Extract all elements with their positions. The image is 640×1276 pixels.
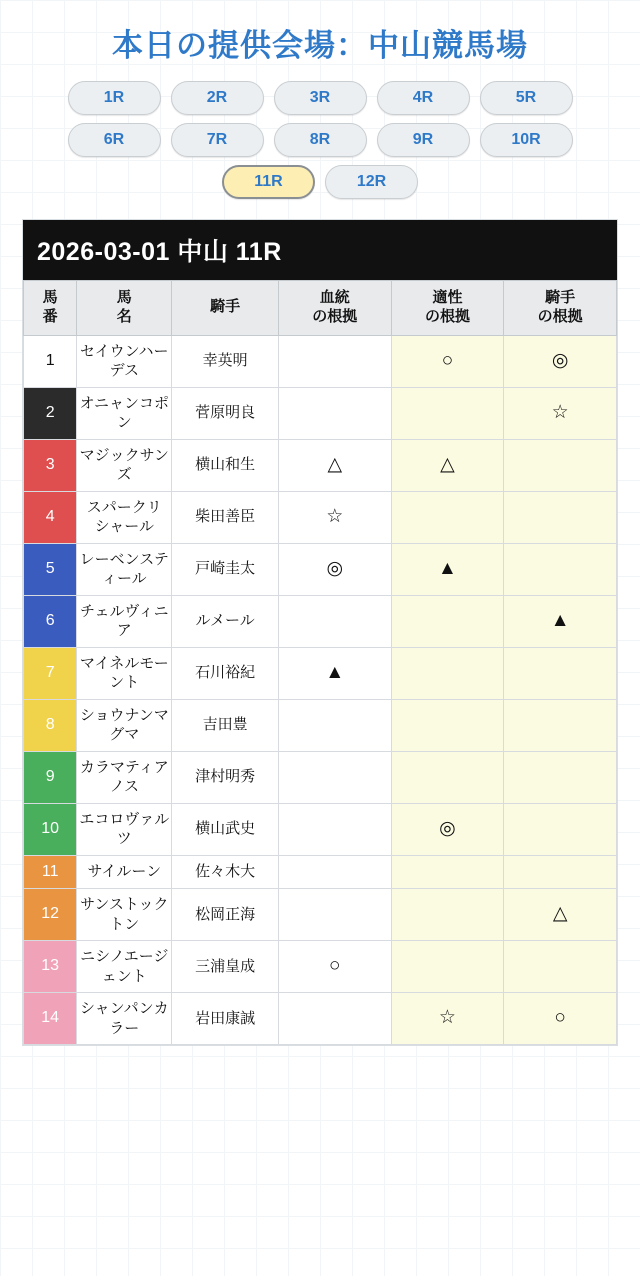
aptitude-mark: △ (391, 439, 504, 491)
pedigree-mark: ☆ (278, 491, 391, 543)
jockey-mark (504, 439, 617, 491)
column-header-5: 騎手 の根拠 (504, 281, 617, 336)
race-tab-7r[interactable]: 7R (171, 123, 264, 157)
column-header-1: 馬 名 (77, 281, 172, 336)
race-tab-12r[interactable]: 12R (325, 165, 418, 199)
horse-name: マジックサンズ (77, 439, 172, 491)
jockey-name: 幸英明 (172, 335, 279, 387)
jockey-name: 菅原明良 (172, 387, 279, 439)
jockey-mark (504, 751, 617, 803)
horse-number: 7 (24, 647, 77, 699)
table-row[interactable] (24, 699, 617, 751)
aptitude-mark (391, 941, 504, 993)
horse-number: 5 (24, 543, 77, 595)
horse-name: サンストックトン (77, 889, 172, 941)
aptitude-mark (391, 647, 504, 699)
horse-name: シャンパンカラー (77, 993, 172, 1045)
horse-number: 6 (24, 595, 77, 647)
jockey-name: 松岡正海 (172, 889, 279, 941)
table-row[interactable] (24, 491, 617, 543)
aptitude-mark (391, 889, 504, 941)
table-row[interactable] (24, 543, 617, 595)
jockey-mark (504, 491, 617, 543)
pedigree-mark (278, 387, 391, 439)
table-row[interactable] (24, 595, 617, 647)
jockey-mark: ○ (504, 993, 617, 1045)
horse-name: カラマティアノス (77, 751, 172, 803)
race-tab-3r[interactable]: 3R (274, 81, 367, 115)
jockey-mark (504, 803, 617, 855)
column-header-2: 騎手 (172, 281, 279, 336)
jockey-name: 横山武史 (172, 803, 279, 855)
race-tab-10r[interactable]: 10R (480, 123, 573, 157)
horse-name: ショウナンマグマ (77, 699, 172, 751)
horse-number: 2 (24, 387, 77, 439)
race-card-title: 2026-03-01 中山 11R (23, 220, 617, 280)
aptitude-mark: ▲ (391, 543, 504, 595)
horse-name: エコロヴァルツ (77, 803, 172, 855)
horse-name: スパークリシャール (77, 491, 172, 543)
jockey-name: 佐々木大 (172, 855, 279, 889)
pedigree-mark (278, 803, 391, 855)
jockey-mark: ◎ (504, 335, 617, 387)
horse-number: 3 (24, 439, 77, 491)
aptitude-mark: ◎ (391, 803, 504, 855)
aptitude-mark (391, 699, 504, 751)
jockey-mark (504, 941, 617, 993)
table-row[interactable] (24, 387, 617, 439)
pedigree-mark (278, 751, 391, 803)
horse-number: 4 (24, 491, 77, 543)
jockey-name: 柴田善臣 (172, 491, 279, 543)
jockey-mark: ☆ (504, 387, 617, 439)
race-tab-6r[interactable]: 6R (68, 123, 161, 157)
column-header-3: 血統 の根拠 (278, 281, 391, 336)
horse-number: 13 (24, 941, 77, 993)
jockey-name: 岩田康誠 (172, 993, 279, 1045)
aptitude-mark: ○ (391, 335, 504, 387)
pedigree-mark (278, 889, 391, 941)
jockey-mark: ▲ (504, 595, 617, 647)
jockey-name: ルメール (172, 595, 279, 647)
jockey-mark (504, 855, 617, 889)
horse-number: 10 (24, 803, 77, 855)
footer-spacer (0, 1046, 640, 1076)
race-tab-11r[interactable]: 11R (222, 165, 315, 199)
jockey-name: 吉田豊 (172, 699, 279, 751)
table-row[interactable] (24, 993, 617, 1045)
pedigree-mark (278, 595, 391, 647)
race-card-panel (22, 219, 618, 1046)
table-row[interactable] (24, 803, 617, 855)
pedigree-mark: △ (278, 439, 391, 491)
column-header-4: 適性 の根拠 (391, 281, 504, 336)
horse-name: ニシノエージェント (77, 941, 172, 993)
table-row[interactable] (24, 889, 617, 941)
aptitude-mark (391, 387, 504, 439)
jockey-mark (504, 543, 617, 595)
table-header-row (24, 281, 617, 336)
jockey-name: 戸崎圭太 (172, 543, 279, 595)
horse-name: セイウンハーデス (77, 335, 172, 387)
pedigree-mark: ▲ (278, 647, 391, 699)
jockey-mark (504, 699, 617, 751)
jockey-name: 津村明秀 (172, 751, 279, 803)
horse-number: 14 (24, 993, 77, 1045)
jockey-name: 三浦皇成 (172, 941, 279, 993)
race-tab-5r[interactable]: 5R (480, 81, 573, 115)
race-table (23, 280, 617, 1045)
aptitude-mark: ☆ (391, 993, 504, 1045)
horse-name: マイネルモーント (77, 647, 172, 699)
pedigree-mark (278, 993, 391, 1045)
pedigree-mark: ◎ (278, 543, 391, 595)
race-tab-list (0, 77, 640, 209)
aptitude-mark (391, 595, 504, 647)
horse-name: チェルヴィニア (77, 595, 172, 647)
table-body (24, 335, 617, 1045)
pedigree-mark (278, 335, 391, 387)
jockey-mark: △ (504, 889, 617, 941)
race-tab-8r[interactable]: 8R (274, 123, 367, 157)
jockey-name: 石川裕紀 (172, 647, 279, 699)
pedigree-mark (278, 699, 391, 751)
jockey-name: 横山和生 (172, 439, 279, 491)
pedigree-mark: ○ (278, 941, 391, 993)
horse-number: 11 (24, 855, 77, 889)
horse-number: 9 (24, 751, 77, 803)
table-row[interactable] (24, 855, 617, 889)
race-tab-2r[interactable]: 2R (171, 81, 264, 115)
race-tab-4r[interactable]: 4R (377, 81, 470, 115)
table-row[interactable] (24, 751, 617, 803)
aptitude-mark (391, 491, 504, 543)
aptitude-mark (391, 751, 504, 803)
horse-name: サイルーン (77, 855, 172, 889)
table-row[interactable] (24, 439, 617, 491)
horse-number: 1 (24, 335, 77, 387)
jockey-mark (504, 647, 617, 699)
table-row[interactable] (24, 647, 617, 699)
horse-number: 12 (24, 889, 77, 941)
horse-name: レーベンスティール (77, 543, 172, 595)
race-tab-1r[interactable]: 1R (68, 81, 161, 115)
race-tab-9r[interactable]: 9R (377, 123, 470, 157)
column-header-0: 馬 番 (24, 281, 77, 336)
table-row[interactable] (24, 941, 617, 993)
table-row[interactable] (24, 335, 617, 387)
horse-name: オニャンコポン (77, 387, 172, 439)
pedigree-mark (278, 855, 391, 889)
aptitude-mark (391, 855, 504, 889)
page-title: 本日の提供会場：中山競馬場 (112, 28, 528, 63)
horse-number: 8 (24, 699, 77, 751)
